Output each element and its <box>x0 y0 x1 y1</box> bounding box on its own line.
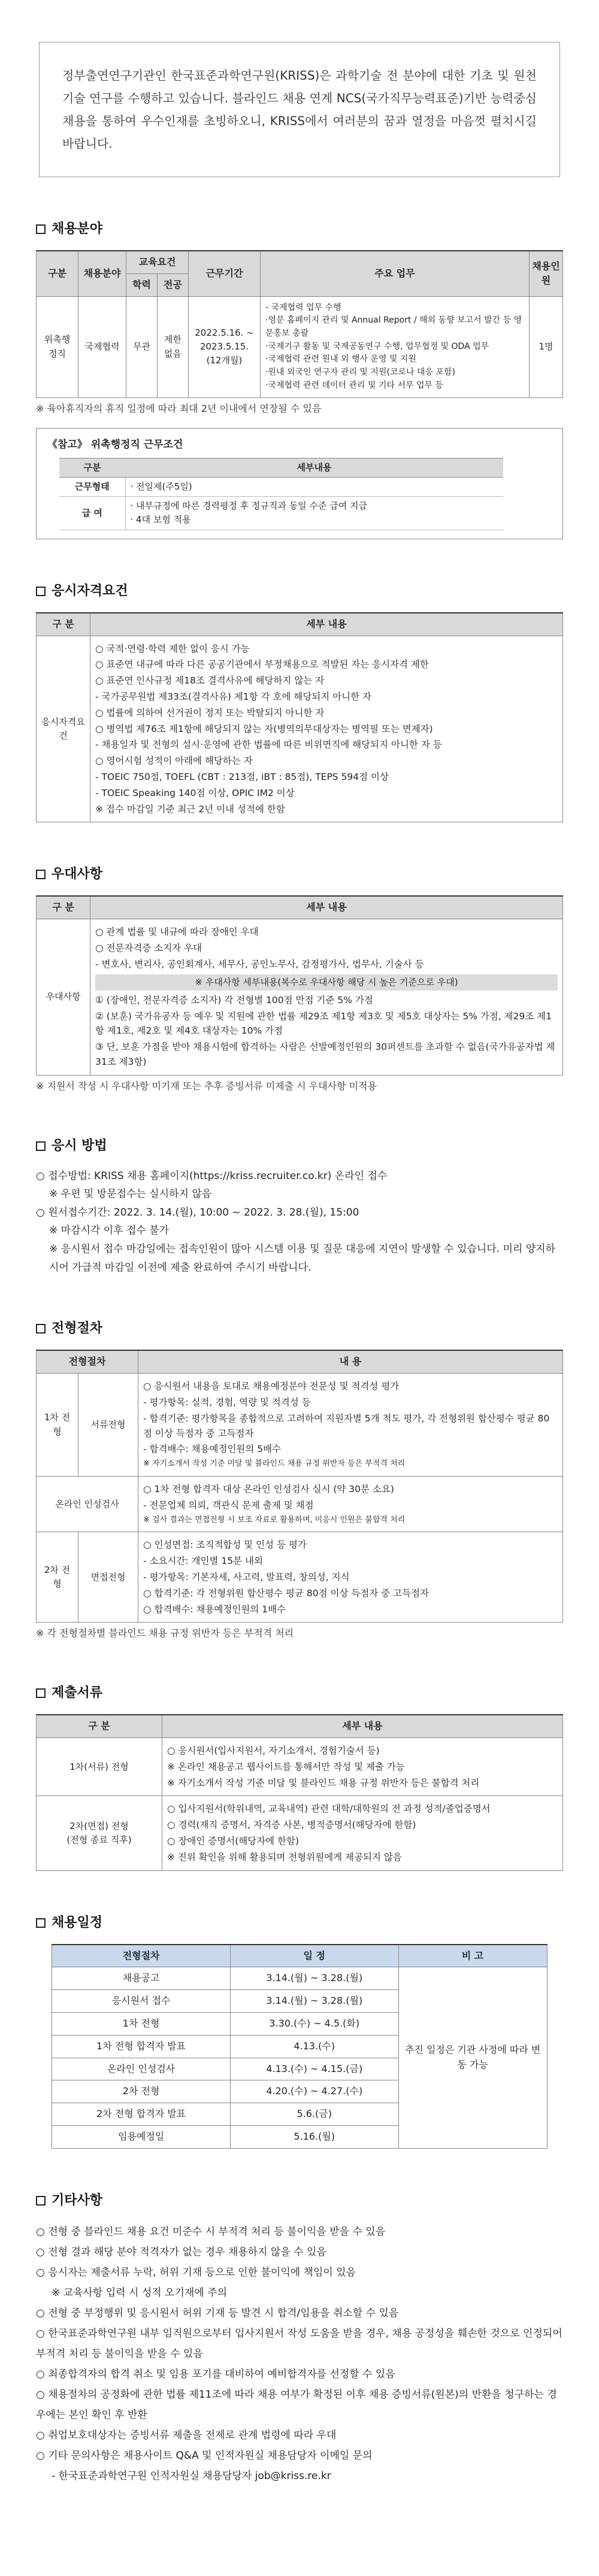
section-title-field: 채용분야 <box>36 219 563 239</box>
th-period: 근무기간 <box>189 251 261 296</box>
intro-box: 정부출연연구기관인 한국표준과학연구원(KRISS)은 과학기술 전 분야에 대한 기초 및 원천기술 연구를 수행하고 있습니다. 블라인드 채용 연계 NCS(국가직무능력표준)기반 능력중심 채용을 통하여 우수인재를 초빙하오니, KRISS에서 여러분의 꿈과 열정을 마음껏 펼치시길 바랍니다. <box>39 42 560 177</box>
table-row: 1차 전형 합격자 발표 4.13.(수) <box>52 2035 547 2058</box>
table-row: 2차(면접) 전형 (전형 종료 직후) ○ 입사지원서(학위내역, 교육내역) 관련 대학/대학원의 전 과정 성적/졸업증명서 ○ 경력(재직 증명서, 자격증 사본, 병적증명서(해당자에 한함) ○ 장애인 증명서(해당자에 한함) ※ 진위 확인을 위해 활용되며 전형위원에게 제공되지 않음 <box>37 1796 563 1870</box>
schedule-table: 전형절차 일 정 비 고 채용공고 3.14.(월) ~ 3.28.(월) 추진 일정은 기관 사정에 따라 변동 가능 응시원서 접수 3.14.(월) ~ 3.28.(월) 1차 전형 3.30.(수) ~ 4.5.(화) 1차 전형 합격자 발표 4.13.(수) 온라인 인성검사 4.13.(수) ~ 4.15.(금) 2차 전형 4.20.(수) ~ 4.27.(수) 2차 전형 합격자 발표 5.6.(금) 임용예정일 5.16.(월) <box>52 1944 547 2149</box>
cell-major: 제한없음 <box>158 296 189 397</box>
table-row: 온라인 인성검사 4.13.(수) ~ 4.15.(금) <box>52 2058 547 2080</box>
table-row: 2차 전형 면접전형 ○ 인성면접: 조직적합성 및 인성 등 평가 - 소요시간: 개인별 15분 내외 - 평가항목: 기본자세, 사고력, 발표력, 창의성, 지식 ○ 합격기준: 각 전형위원 합산평수 평균 80점 이상 득점자 중 고득점자 ○ 합격배수: 채용예정인원의 1배수 <box>37 1532 563 1623</box>
field-table <box>36 250 563 397</box>
work-condition-box <box>36 428 563 539</box>
cell-edu: 무관 <box>126 296 158 397</box>
table-row: 1차 전형 서류전형 ○ 응시원서 내용을 토대로 채용예정분야 전문성 및 적격성 평가 - 평가항목: 실적, 경험, 역량 및 적격성 등 - 합격기준: 평가항목을 종합적으로 고려하여 지원자별 5개 척도 평가, 각 전형위원 합산평수 평균 80점 이상 득점자 중 고득점자 - 합격배수: 채용예정인원의 5배수 ※ 자기소개서 작성 기준 미달 및 블라인드 채용 규정 위반자 등은 부적격 처리 <box>37 1374 563 1477</box>
section-title-documents: 제출서류 <box>36 1683 563 1703</box>
table-row: 응시원서 접수 3.14.(월) ~ 3.28.(월) <box>52 1990 547 2013</box>
apply-method: ○ 접수방법: KRISS 채용 홈페이지(https://kriss.recruiter.co.kr) 온라인 접수 <box>36 1169 388 1182</box>
section-field <box>36 219 563 539</box>
table-row: 1차 전형 3.30.(수) ~ 4.5.(화) <box>52 2013 547 2036</box>
cell-period: 2022.5.16. ~ 2023.5.15. (12개월) <box>189 296 261 397</box>
qualification-table: 구 분 세부 내용 응시자격요건 ○ 국적·연령·학력 제한 없이 응시 가능 ○ 표준연 내규에 따라 다른 공공기관에서 부정채용으로 적발된 자는 응시자격 제한 ○ 표준연 인사규정 제18조 결격사유에 해당하지 않는 자 - 국가공무원법 제33조(결격사유) 제1항 각 호에 해당되지 아니한 자 ○ 법률에 의하여 선거권이 정지 또는 박탈되지 아니한 자 ○ 병역법 제76조 제1항에 해당되지 않는 자(병역의무대상자는 병역필 또는 면제자) - 채용일자 및 전형의 설시·운영에 관한 법률에 따른 비위면직에 해당되지 아니한 자 등 ○ 영어시험 성적이 아래에 해당하는 자 - TOEIC 750점, TOEFL (CBT : 213점, iBT : 85점), TEPS 594점 이상 - TOEIC Speaking 140점 이상, OPIC IM2 이상 ※ 접수 마감일 기준 최근 2년 이내 성적에 한함 <box>36 612 563 823</box>
th-area: 채용분야 <box>78 251 126 296</box>
section-title-preference: 우대사항 <box>36 864 563 885</box>
apply-lines: ○ 접수방법: KRISS 채용 홈페이지(https://kriss.recruiter.co.kr) 온라인 접수 ※ 우편 및 방문접수는 실시하지 않음 ○ 원서접수기간: 2022. 3. 14.(월), 10:00 ~ 2022. 3. 28.(월), 15:00 ※ 마감시각 이후 접수 불가 ※ 응시원서 접수 마감일에는 접속인원이 많아 시스템 이용 및 질문 대응에 지연이 발생할 수 있습니다. 미리 양지하시어 가급적 마감일 이전에 제출 완료하여 주시기 바랍니다. <box>36 1167 563 1277</box>
table-row: 1차(서류) 전형 ○ 응시원서(입사지원서, 자기소개서, 경험기술서 등) ※ 온라인 채용공고 웹사이트를 통해서만 작성 및 제출 가능 ※ 자기소개서 작성 기준 미달 및 블라인드 채용 규정 위반자 등은 불합격 처리 <box>37 1738 563 1796</box>
table-row: 2차 전형 4.20.(수) ~ 4.27.(수) <box>52 2080 547 2103</box>
section-apply <box>36 1136 563 1277</box>
th-count: 채용인원 <box>530 251 563 296</box>
square-icon <box>36 1141 46 1151</box>
preference-lines: ○ 관계 법률 및 내규에 따라 장애인 우대 ○ 전문자격증 소지자 우대 - 변호사, 변리사, 공인회계사, 세무사, 공인노무사, 감정평가사, 법무사, 기술사 등 ※ 우대사항 세부내용(복수로 우대사항 해당 시 높은 기준으로 우대) ① (장애인, 전문자격증 소지자) 각 전형별 100점 만점 기준 5% 가점 ② (보훈) 국가유공자 등 예우 및 지원에 관한 법률 제29조 제1항 제3호 및 제5호 대상자는 5% 가점, 제29조 제1항 제1호, 제2호 및 제4호 대상자는 10% 가점 ③ 단, 보훈 가점을 받아 채용시험에 합격하는 사람은 선발예정인원의 30퍼센트를 초과할 수 없음(국가유공자법 제31조 제3항) <box>90 919 563 1076</box>
table-row: 온라인 인성검사 ○ 1차 전형 합격자 대상 온라인 인성검사 실시 (약 30분 소요) - 전문업체 의뢰, 객관식 문제 출제 및 채점 ※ 검사 결과는 면접전형 시 보조 자료로 활용하며, 미응시 인원은 불합격 처리 <box>37 1476 563 1532</box>
work-condition-title: 《참고》 위촉행정직 근무조건 <box>47 439 183 451</box>
section-etc <box>36 2191 563 2486</box>
section-process <box>36 1319 563 1641</box>
th-edu-req: 교육요건 <box>126 251 189 274</box>
preference-note: ※ 지원서 작성 시 우대사항 미기재 또는 추후 증빙서류 미제출 시 우대사항 미적용 <box>36 1080 377 1092</box>
cell-duties: - 국제협력 업무 수행 ·영문 홈페이지 관리 및 Annual Report / 해외 동향 보고서 발간 등 영문홍보 총괄 ·국제기구 활동 및 국제공동연구 수행, 업무협정 및 ODA 업무 ·국제협력 관련 원내 외 행사 운영 및 지원 ·원내 외국인 연구자 관리 및 지원(코로나 대응 포함) ·국제협력 관련 데이터 관리 및 기타 서무 업무 등 <box>261 296 530 397</box>
schedule-remark: 추진 일정은 기관 사정에 따라 변동 가능 <box>398 1967 547 2148</box>
section-title-apply: 응시 방법 <box>36 1136 563 1156</box>
section-qualification <box>36 581 563 823</box>
apply-period: ○ 원서접수기간: 2022. 3. 14.(월), 10:00 ~ 2022. 3. 28.(월), 15:00 <box>36 1206 359 1219</box>
section-preference <box>36 864 563 1093</box>
qualification-lines: ○ 국적·연령·학력 제한 없이 응시 가능 ○ 표준연 내규에 따라 다른 공공기관에서 부정채용으로 적발된 자는 응시자격 제한 ○ 표준연 인사규정 제18조 결격사유에 해당하지 않는 자 - 국가공무원법 제33조(결격사유) 제1항 각 호에 해당되지 아니한 자 ○ 법률에 의하여 선거권이 정지 또는 박탈되지 아니한 자 ○ 병역법 제76조 제1항에 해당되지 않는 자(병역의무대상자는 병역필 또는 면제자) - 채용일자 및 전형의 설시·운영에 관한 법률에 따른 비위면직에 해당되지 아니한 자 등 ○ 영어시험 성적이 아래에 해당하는 자 - TOEIC 750점, TOEFL (CBT : 213점, iBT : 85점), TEPS 594점 이상 - TOEIC Speaking 140점 이상, OPIC IM2 이상 ※ 접수 마감일 기준 최근 2년 이내 성적에 한함 <box>90 636 563 822</box>
section-title-etc: 기타사항 <box>36 2191 563 2211</box>
contact-email: - 한국표준과학연구원 인적자원실 채용담당자 job@kriss.re.kr <box>52 2469 331 2482</box>
th-duties: 주요 업무 <box>261 251 530 296</box>
square-icon <box>36 224 46 234</box>
square-icon <box>36 2196 46 2206</box>
table-row: 근무형태 · 전일제(주5일) <box>59 477 503 496</box>
preference-highlight: ※ 우대사항 세부내용(복수로 우대사항 해당 시 높은 기준으로 우대) <box>95 974 558 991</box>
square-icon <box>36 1918 46 1928</box>
cell-area: 국제협력 <box>78 296 126 397</box>
table-row: 채용공고 3.14.(월) ~ 3.28.(월) 추진 일정은 기관 사정에 따라 변동 가능 <box>52 1967 547 1990</box>
section-title-process: 전형절차 <box>36 1319 563 1339</box>
table-row: 급 여 · 내부규정에 따른 경력평정 후 정규직과 동일 수준 급여 지급 · 4대 보험 적용 <box>59 497 503 530</box>
th-edu: 학력 <box>126 274 158 296</box>
section-title-schedule: 채용일정 <box>36 1913 563 1933</box>
cell-type: 위촉행정직 <box>37 296 78 397</box>
work-condition-table: 구분 세부내용 근무형태 · 전일제(주5일) 급 여 · 내부규정에 따른 경력평정 후 정규직과 동일 수준 급여 지급 · 4대 보험 적용 <box>59 458 503 530</box>
square-icon <box>36 1324 46 1333</box>
section-schedule <box>36 1913 563 2149</box>
square-icon <box>36 1688 46 1698</box>
section-title-qualification: 응시자격요건 <box>36 581 563 602</box>
preference-label: 우대사항 <box>37 919 90 1076</box>
qualification-label: 응시자격요건 <box>37 636 90 822</box>
section-documents <box>36 1683 563 1870</box>
process-table: 전형절차 내 용 1차 전형 서류전형 ○ 응시원서 내용을 토대로 채용예정분야 전문성 및 적격성 평가 - 평가항목: 실적, 경험, 역량 및 적격성 등 - 합격기준: 평가항목을 종합적으로 고려하여 지원자별 5개 척도 평가, 각 전형위원 합산평수 평균 80점 이상 득점자 중 고득점자 - 합격배수: 채용예정인원의 5배수 ※ 자기소개서 작성 기준 미달 및 블라인드 채용 규정 위반자 등은 부적격 처리 온라인 인성검사 ○ 1차 전형 합격자 대상 온라인 인성검사 실시 (약 30분 소요) - 전문업체 의뢰, 객관식 문제 출제 및 채점 ※ 검사 결과는 면접전형 시 보조 자료로 활용하며, 미응시 인원은 불합격 처리 2차 전형 면접전형 ○ 인성면접: 조직적합성 및 인성 등 평가 - 소요시간: 개인별 15분 내외 - 평가항목: 기본자세, 사고력, 발표력, 창의성, 지식 ○ 합격기준: 각 전형위원 합산평수 평균 80점 이상 득점자 중 고득점자 ○ 합격배수: 채용예정인원의 1배수 <box>36 1350 563 1623</box>
etc-lines: ○ 전형 중 블라인드 채용 요건 미준수 시 부적격 처리 등 불이익을 받을 수 있음 ○ 전형 결과 해당 분야 적격자가 없는 경우 채용하지 않을 수 있음 ○ 응시자는 제출서류 누락, 허위 기재 등으로 인한 불이익에 책임이 있음 ※ 교육사항 입력 시 성적 오기재에 주의 ○ 전형 중 부정행위 및 응시원서 허위 기재 등 발견 시 합격/임용을 취소할 수 있음 ○ 한국표준과학연구원 내부 임직원으로부터 입사지원서 작성 도움을 받을 경우, 채용 공정성을 훼손한 것으로 인정되어 부적격 처리 등 불이익을 받을 수 있음 ○ 최종합격자의 합격 취소 및 임용 포기를 대비하여 예비합격자를 선정할 수 있음 ○ 채용절차의 공정화에 관한 법률 제11조에 따라 채용 여부가 확정된 이후 채용 증빙서류(원본)의 반환을 청구하는 경우에는 본인 확인 후 반환 ○ 취업보호대상자는 증빙서류 제출을 전제로 관계 법령에 따라 우대 ○ 기타 문의사항은 채용사이트 Q&A 및 인적자원실 채용담당자 이메일 문의 - 한국표준과학연구원 인적자원실 채용담당자 job@kriss.re.kr <box>36 2222 563 2486</box>
th-type: 구분 <box>37 251 78 296</box>
cell-count: 1명 <box>530 296 563 397</box>
documents-table: 구 분 세부 내용 1차(서류) 전형 ○ 응시원서(입사지원서, 자기소개서, 경험기술서 등) ※ 온라인 채용공고 웹사이트를 통해서만 작성 및 제출 가능 ※ 자기소개서 작성 기준 미달 및 블라인드 채용 규정 위반자 등은 불합격 처리 2차(면접) 전형 (전형 종료 직후) ○ 입사지원서(학위내역, 교육내역) 관련 대학/대학원의 전 과정 성적/졸업증명서 ○ 경력(재직 증명서, 자격증 사본, 병적증명서(해당자에 한함) ○ 장애인 증명서(해당자에 한함) ※ 진위 확인을 위해 활용되며 전형위원에게 제공되지 않음 <box>36 1714 563 1870</box>
square-icon <box>36 870 46 879</box>
table-row: 임용예정일 5.16.(월) <box>52 2126 547 2149</box>
square-icon <box>36 587 46 596</box>
process-note: ※ 각 전형절차별 블라인드 채용 규정 위반자 등은 부적격 처리 <box>36 1627 294 1639</box>
table-row: 2차 전형 합격자 발표 5.6.(금) <box>52 2103 547 2126</box>
th-major: 전공 <box>158 274 189 296</box>
preference-table: 구 분 세부 내용 우대사항 ○ 관계 법률 및 내규에 따라 장애인 우대 ○ 전문자격증 소지자 우대 - 변호사, 변리사, 공인회계사, 세무사, 공인노무사, 감정평가사, 법무사, 기술사 등 ※ 우대사항 세부내용(복수로 우대사항 해당 시 높은 기준으로 우대) ① (장애인, 전문자격증 소지자) 각 전형별 100점 만점 기준 5% 가점 ② (보훈) 국가유공자 등 예우 및 지원에 관한 법률 제29조 제1항 제3호 및 제5호 대상자는 5% 가점, 제29조 제1항 제1호, 제2호 및 제4호 대상자는 10% 가점 ③ 단, 보훈 가점을 받아 채용시험에 합격하는 사람은 선발예정인원의 30퍼센트를 초과할 수 없음(국가유공자법 제31조 제3항) <box>36 895 563 1075</box>
field-note: ※ 육아휴직자의 휴직 일정에 따라 최대 2년 이내에서 연장될 수 있음 <box>36 402 322 414</box>
